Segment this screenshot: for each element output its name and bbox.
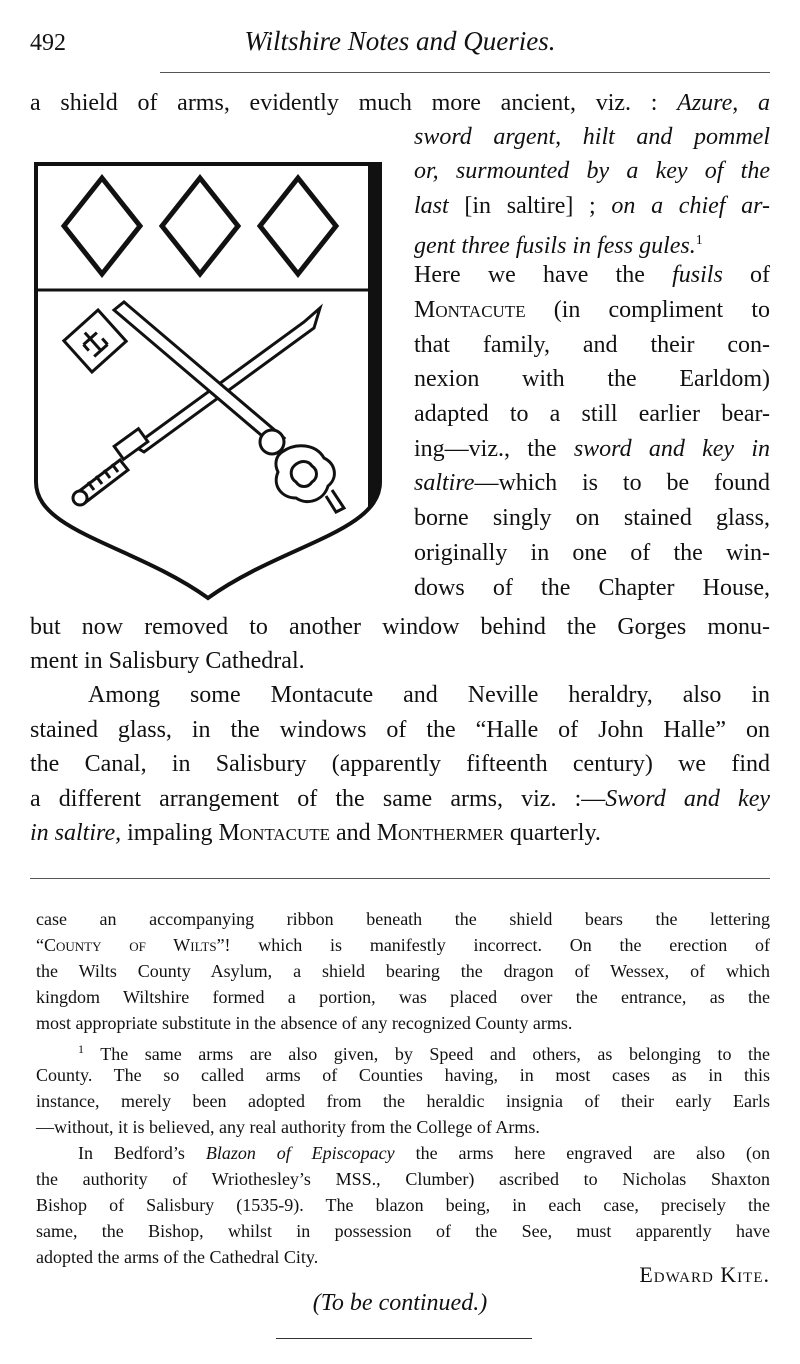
- body-line: stained glass, in the windows of the “Halle of John Halle” on: [30, 717, 770, 743]
- page-number: 492: [30, 30, 66, 56]
- body-line: Here we have the fusils of: [414, 262, 770, 288]
- body-line: Montacute (in compliment to: [414, 297, 770, 323]
- footnote-line: Bishop of Salisbury (1535-9). The blazon being, in each case, precisely the: [36, 1195, 770, 1215]
- body-line: ing—viz., the sword and key in: [414, 436, 771, 462]
- body-line: sword argent, hilt and pommel: [414, 124, 770, 150]
- footnote-line: kingdom Wiltshire formed a portion, was placed over the entrance, as the: [36, 987, 770, 1007]
- footnote-rule: [30, 878, 770, 879]
- body-line: or, surmounted by a key of the: [414, 158, 770, 184]
- author-signature: Edward Kite.: [639, 1262, 770, 1287]
- footnote-line: most appropriate substitute in the absence of any recognized County arms.: [36, 1013, 573, 1033]
- end-rule: [276, 1338, 532, 1339]
- footnote-line: County. The so called arms of Counties having, in most cases as in this: [36, 1065, 770, 1085]
- footnote-line: same, the Bishop, whilst in possession of the See, must apparently have: [36, 1221, 770, 1241]
- footnote-line: the authority of Wriothesley’s MSS., Clumber) ascribed to Nicholas Shaxton: [36, 1169, 770, 1189]
- body-line: in saltire, impaling Montacute and Monthermer quarterly.: [30, 820, 601, 846]
- body-line: adapted to a still earlier bear-: [414, 401, 770, 427]
- footnote-line: “County of Wilts”! which is manifestly incorrect. On the erection of: [36, 935, 771, 955]
- header-rule: [160, 72, 770, 73]
- to-be-continued: (To be continued.): [312, 1290, 488, 1316]
- body-line: nexion with the Earldom): [414, 366, 770, 392]
- body-line: last [in saltire] ; on a chief ar-: [414, 193, 770, 219]
- body-line: a different arrangement of the same arms, viz. :—Sword and key: [30, 786, 771, 812]
- footnote-line: the Wilts County Asylum, a shield bearing the dragon of Wessex, of which: [36, 961, 770, 981]
- running-title: Wiltshire Notes and Queries.: [244, 26, 556, 56]
- body-line: dows of the Chapter House,: [414, 575, 770, 601]
- body-line: a shield of arms, evidently much more ancient, viz. : Azure, a: [30, 90, 770, 116]
- body-line: ment in Salisbury Cathedral.: [30, 648, 305, 674]
- body-line: the Canal, in Salisbury (apparently fifteenth century) we find: [30, 751, 770, 777]
- footnote-line: case an accompanying ribbon beneath the shield bears the lettering: [36, 909, 770, 929]
- body-line: originally in one of the win-: [414, 540, 770, 566]
- coat-of-arms-shield: [32, 160, 384, 604]
- footnote-marker: 1: [695, 233, 703, 248]
- footnote-line: adopted the arms of the Cathedral City.: [36, 1247, 319, 1267]
- footnote-line: $^1$ The same arms are also given, by Speed and others, as belonging to the: [78, 1042, 770, 1064]
- body-line: saltire—which is to be found: [414, 470, 770, 496]
- body-line: but now removed to another window behind the Gorges monu-: [30, 614, 770, 640]
- page-header: [30, 26, 770, 62]
- footnote-line: In Bedford’s Blazon of Episcopacy the arms here engraved are also (on: [78, 1143, 770, 1163]
- footnote-line: —without, it is believed, any real authority from the College of Arms.: [36, 1117, 540, 1137]
- body-line: gent three fusils in fess gules.$^1$: [414, 233, 703, 259]
- footnote-line: instance, merely been adopted from the heraldic insignia of their early Earls: [36, 1091, 770, 1111]
- body-line: Among some Montacute and Neville heraldry, also in: [88, 682, 770, 708]
- body-line: that family, and their con-: [414, 332, 770, 358]
- body-line: borne singly on stained glass,: [414, 505, 770, 531]
